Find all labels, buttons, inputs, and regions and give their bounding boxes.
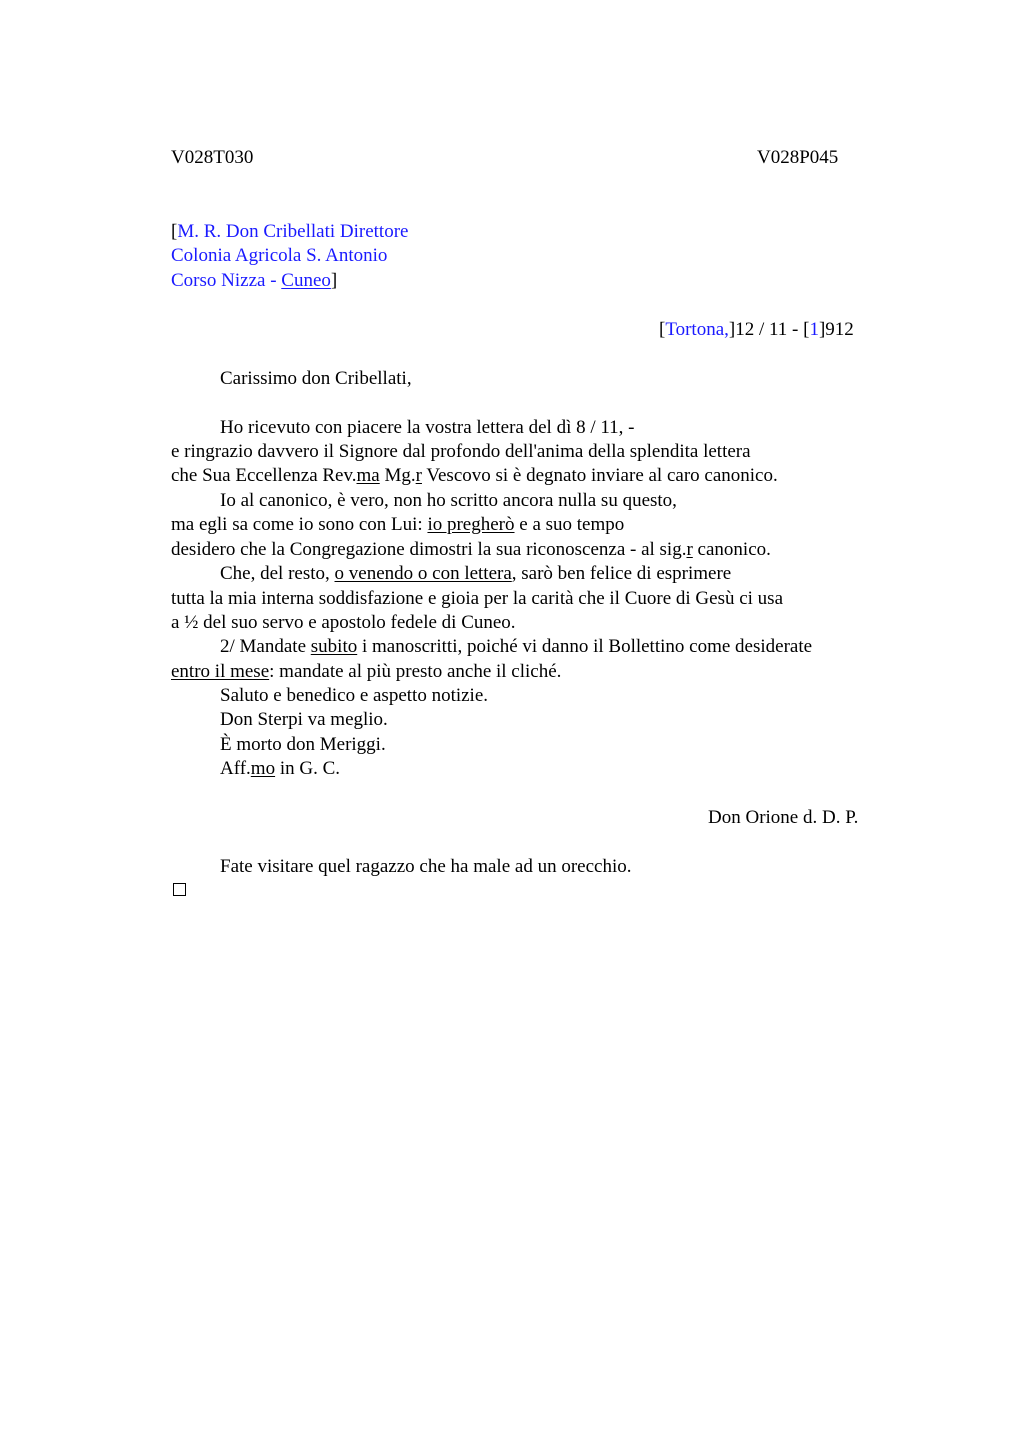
- underlined-abbrev: r: [686, 539, 693, 560]
- address-recipient: M. R. Don Cribellati Direttore: [177, 221, 409, 242]
- underlined-abbrev: mo: [250, 758, 276, 779]
- body-line: Don Sterpi va meglio.: [220, 709, 388, 730]
- address-city: Cuneo: [281, 270, 331, 291]
- body-line: [171, 464, 778, 488]
- text-run: in G. C.: [275, 758, 341, 779]
- body-line: [220, 635, 812, 659]
- underlined-abbrev: r: [415, 465, 422, 486]
- address-bracket-open: [: [171, 221, 178, 242]
- date-bracket: ]: [728, 319, 736, 340]
- text-run: i manoscritti, poiché vi danno il Bollettino come desiderate: [357, 636, 813, 657]
- body-line: tutta la mia interna soddisfazione e gioia per la carità che il Cuore di Gesù ci usa: [171, 588, 783, 609]
- text-run: Vescovo si è degnato inviare al caro canonico.: [421, 465, 778, 486]
- text-run: : mandate al più presto anche il cliché.: [269, 661, 562, 682]
- underlined-phrase: io pregherò: [427, 514, 515, 535]
- underlined-phrase: entro il mese: [171, 661, 270, 682]
- address-line-3: [171, 269, 337, 293]
- date-place: Tortona,: [665, 319, 729, 340]
- address-street: Corso Nizza -: [171, 270, 282, 291]
- body-line: Ho ricevuto con piacere la vostra lettera del dì 8 / 11, -: [220, 417, 635, 438]
- signature: Don Orione d. D. P.: [708, 807, 859, 828]
- body-line: [220, 757, 340, 781]
- date-text: 12 / 11 -: [735, 319, 804, 340]
- text-run: 2/ Mandate: [220, 636, 311, 657]
- body-line: È morto don Meriggi.: [220, 734, 386, 755]
- address-line-2: Colonia Agricola S. Antonio: [171, 245, 388, 266]
- date-year-rest: 912: [825, 319, 854, 340]
- checkbox-icon: [173, 883, 186, 896]
- date-bracket: [: [659, 319, 666, 340]
- body-line: Saluto e benedico e aspetto notizie.: [220, 685, 489, 706]
- body-line: a ½ del suo servo e apostolo fedele di Cuneo.: [171, 612, 516, 633]
- underlined-abbrev: ma: [356, 465, 380, 486]
- body-line: [171, 660, 561, 684]
- body-line: Io al canonico, è vero, non ho scritto ancora nulla su questo,: [220, 490, 677, 511]
- text-run: che Sua Eccellenza Rev.: [171, 465, 357, 486]
- date-bracket: [: [803, 319, 810, 340]
- body-line: [171, 513, 624, 537]
- text-run: Mg.: [379, 465, 416, 486]
- text-run: desidero che la Congregazione dimostri la sua riconoscenza - al sig.: [171, 539, 687, 560]
- address-bracket-close: ]: [330, 270, 338, 291]
- text-run: Aff.: [220, 758, 251, 779]
- salutation: Carissimo don Cribellati,: [220, 368, 412, 389]
- body-line: e ringrazio davvero il Signore dal profondo dell'anima della splendita lettera: [171, 441, 751, 462]
- postscript: Fate visitare quel ragazzo che ha male ad un orecchio.: [220, 856, 632, 877]
- text-run: ma egli sa come io sono con Lui:: [171, 514, 428, 535]
- text-run: , sarò ben felice di esprimere: [511, 563, 732, 584]
- address-line-1: [171, 220, 408, 244]
- text-run: e a suo tempo: [514, 514, 625, 535]
- date-bracket: ]: [818, 319, 826, 340]
- text-run: canonico.: [692, 539, 771, 560]
- underlined-phrase: subito: [310, 636, 358, 657]
- underlined-phrase: o venendo o con lettera: [334, 563, 512, 584]
- body-line: [220, 562, 731, 586]
- document-code-right: V028P045: [757, 147, 839, 168]
- body-line: [171, 538, 771, 562]
- document-code-left: V028T030: [171, 147, 254, 168]
- text-run: Che, del resto,: [220, 563, 335, 584]
- date-year-prefix: 1: [809, 319, 819, 340]
- letter-date: [659, 318, 854, 342]
